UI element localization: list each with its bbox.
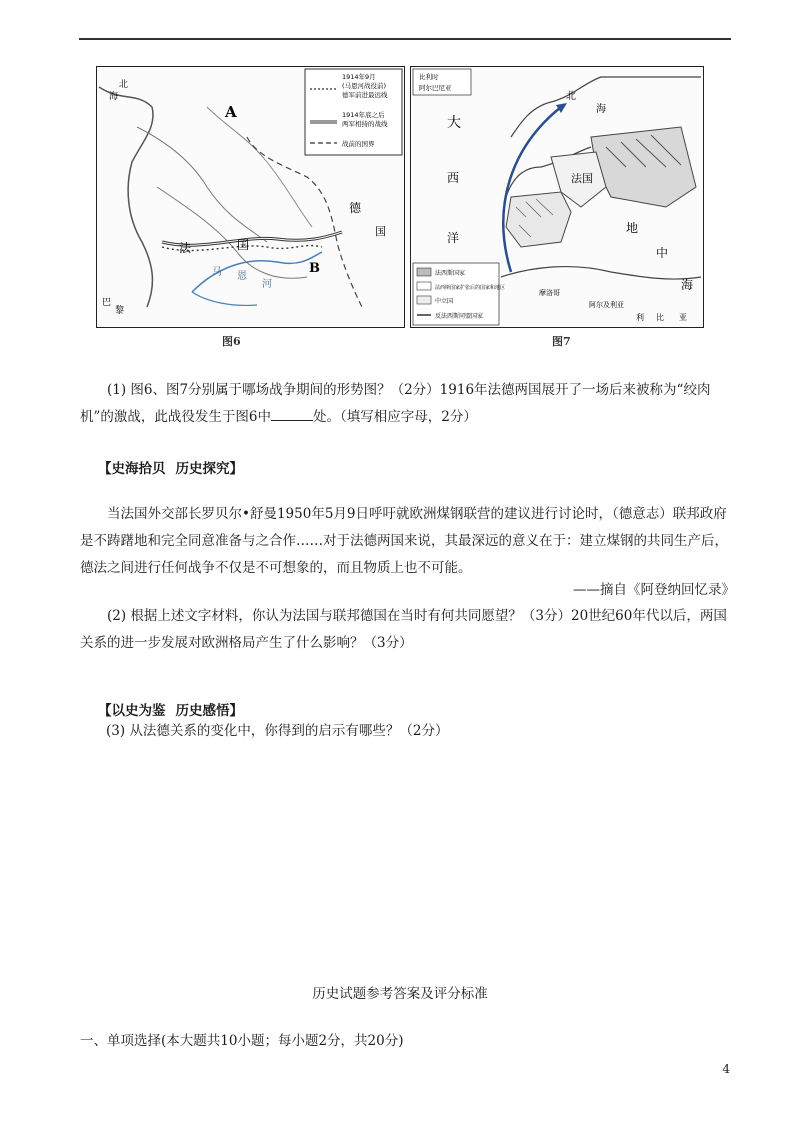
legend-text: 战前的国界 (342, 140, 375, 148)
map-label: 法 (179, 241, 192, 255)
map-label: 阿尔及利亚 (589, 301, 624, 309)
map-label: 地 (626, 221, 639, 235)
spain-region (506, 192, 571, 247)
map-label: 黎 (115, 306, 125, 316)
legend-text: (马恩河战役前) (342, 82, 387, 90)
legend-text: 德军前进最远线 (342, 91, 388, 99)
answer-blank[interactable] (271, 406, 313, 421)
map-label: 摩洛哥 (539, 289, 560, 297)
source-passage: 当法国外交部长罗贝尔•舒曼1950年5月9日呼吁就欧洲煤钢联营的建议进行讨论时，（德意志）联邦政府是不踌躇地和完全同意准备与之合作……对于法德两国来说，其最深远的意义在于：建立煤钢的共同生产后，德法之间进行任何战争不仅是不可想象的，而且物质上也不可能。 (80, 506, 728, 576)
point-a-label: A (225, 103, 237, 121)
figure-6-caption: 图6 (222, 335, 241, 348)
legend-swatch (417, 282, 431, 290)
top-rule (79, 38, 731, 40)
question-1 (80, 377, 730, 431)
map-label: 中 (656, 246, 669, 260)
map-label: 恩 (237, 271, 247, 282)
marne-river (192, 292, 257, 305)
map-label: 利 (636, 313, 644, 322)
legend-text: 反法西斯同盟国家 (435, 313, 484, 320)
map-label: 海 (681, 278, 694, 292)
legend-text: 1914年9月 (342, 73, 376, 81)
attack-arrow-head (556, 103, 567, 113)
passage-source: ——摘自《阿登纳回忆录》 (573, 582, 735, 598)
legend-text: 阿尔巴尼亚 (419, 84, 452, 92)
section-heading-2 (98, 699, 253, 719)
map-label: 河 (262, 279, 272, 290)
figure-7-caption: 图7 (552, 335, 571, 348)
river-line (207, 107, 312, 227)
answer-section-1: 一、单项选择(本大题共10小题；每小题2分，共20分) (80, 1033, 404, 1049)
map-label: 巴 (102, 298, 112, 308)
map-label: 洋 (447, 231, 460, 245)
point-b-label: B (309, 261, 320, 276)
map-label: 亚 (679, 313, 687, 322)
map-label: 国 (375, 225, 386, 238)
section-heading-right: 历史探究】 (175, 461, 243, 477)
question-2: (2) 根据上述文字材料，你认为法国与联邦德国在当时有何共同愿望？（3分）20世纪60年代以后，两国关系的进一步发展对欧洲格局产生了什么影响？（3分） (80, 608, 727, 651)
map-label: 大 (447, 115, 461, 131)
page-number: 4 (722, 1062, 730, 1076)
question-1-text-end: 处。（填写相应字母，2分） (313, 409, 477, 425)
coastline (99, 87, 153, 307)
legend-text: 中立国 (435, 298, 454, 305)
legend-text: 法西斯国家扩张后的国家和地区 (435, 285, 506, 291)
section-heading-right: 历史感悟】 (175, 703, 243, 719)
map-label: 北 (566, 91, 576, 102)
map-label: 国 (237, 238, 250, 252)
figure-6-svg (97, 67, 404, 327)
legend-text: 比利时 (419, 73, 439, 81)
river-line (137, 127, 267, 242)
map-label: 马 (212, 267, 222, 278)
attack-arrow (503, 107, 561, 272)
legend-swatch (417, 268, 431, 276)
legend-text: 两军相持的战线 (342, 120, 388, 128)
answer-key-title: 历史试题参考答案及评分标准 (312, 986, 488, 1002)
axis-region (591, 127, 696, 207)
legend-text: 1914年底之后 (342, 111, 385, 119)
map-label: 比 (656, 313, 664, 322)
question-3: (3) 从法德关系的变化中，你得到的启示有哪些？（2分） (106, 723, 449, 739)
map-label: 北 (119, 80, 129, 90)
question-1-text: (1) 图6、图7分别属于哪场战争期间的形势图？（2分）1916年法德两国展开了一场后来被称为“绞肉机”的激战，此战役发生于图6中 (80, 382, 711, 425)
river-line (157, 187, 307, 278)
map-label: 西 (447, 171, 460, 185)
legend-swatch (417, 296, 431, 304)
section-heading-left: 【史海拾贝 (98, 461, 166, 477)
coastline (501, 267, 701, 280)
legend-text: 法西斯国家 (435, 270, 466, 277)
section-heading-left: 【以史为鉴 (98, 703, 166, 719)
map-label: 法国 (571, 172, 593, 185)
figure-7-map (410, 66, 704, 328)
map-label: 海 (596, 104, 606, 115)
section-heading-1 (98, 457, 253, 477)
figure-6-map (96, 66, 405, 328)
map-label: 海 (109, 92, 119, 102)
map-label: 德 (349, 201, 362, 215)
figure-7-svg (411, 67, 703, 327)
